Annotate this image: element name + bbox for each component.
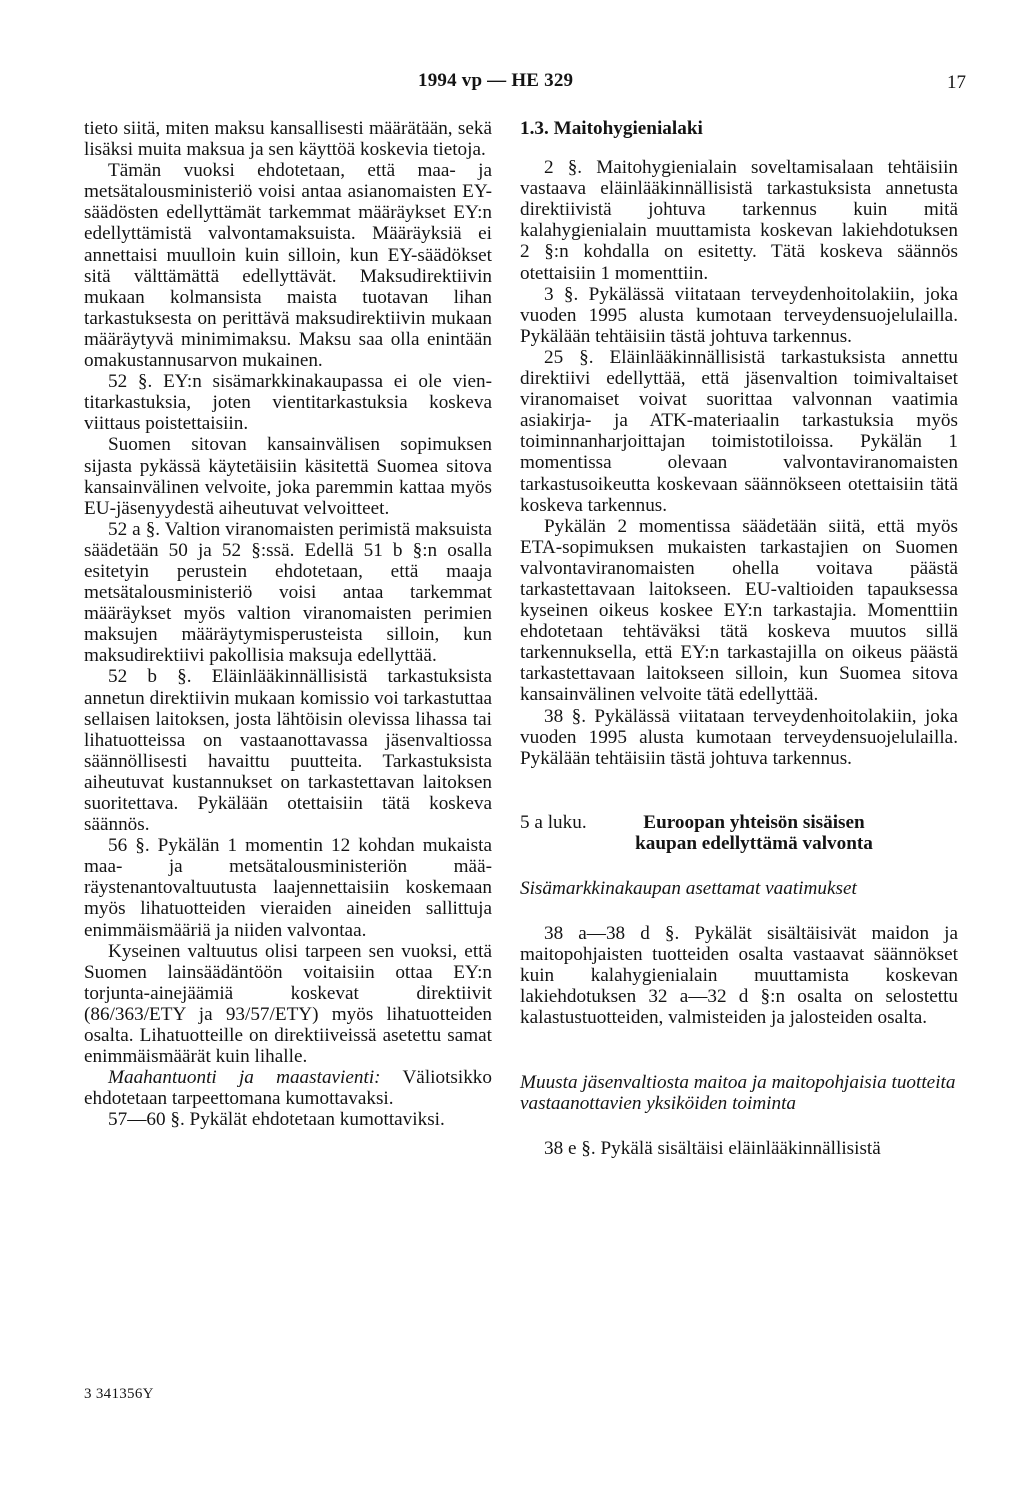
paragraph: 57—60 §. Pykälät ehdotetaan kumottaviksi. [108,1109,445,1131]
paragraph: 3 §. Pykälässä viitataan terveydenhoitolakiin, joka vuoden 1995 alusta kumotaan terveydensuojelulailla. Pykälään tehtäisiin tästä johtuva tarkennus. [520,283,958,347]
paragraph: 52 §. EY:n sisämarkkinakaupassa ei ole vientitarkastuksia, joten vientitarkastuksia koskeva viittaus poistettaisiin. [84,371,492,435]
paragraph: Pykälän 2 momentissa säädetään siitä, että myös ETA-sopimuksen mukaisten tarkastajien on Suomen valvontaviranomaisten ohella voitava päästä tarkastettavaan laitokseen. EU-valtioiden tapauksessa kyseinen oikeus koskee EY:n tarkastajia. Momenttiin ehdotetaan tehtäväksi tätä koskeva muutos sillä tarkennuksella, että EY:n tarkastajilla on oikeus päästä tarkastettavaan laitokseen silloin, kun Suomea sitova kansainvälinen velvoite tätä edellyttää. [520,515,958,706]
paragraph [84,1067,492,1109]
left-column [84,118,492,1131]
paragraph: 52 b §. Eläinlääkinnällisistä tarkastuksista annetun direktiivin mukaan komissio voi tarkastuttaa sellaisen laitoksen, josta lähtöisin olevissa lihassa tai lihatuotteissa on vastaanottavassa jäsenvaltiossa säännöllisesti havaittu puutteita. Tarkastuksista aiheutuvat kustannukset on tarkastettavan laitoksen suoritettava. Pykälään otettaisiin tätä koskeva säännös. [84,666,492,836]
chapter-heading [520,812,958,854]
paragraph: 38 §. Pykälässä viitataan terveydenhoitolakiin, joka vuoden 1995 alusta kumotaan terveydensuojelulailla. Pykälään tehtäisiin tästä johtuva tarkennus. [520,705,958,769]
print-code: 3 341356Y [84,1386,154,1402]
italic-subheading: Sisämarkkinakaupan asettamat vaatimukset [520,878,857,899]
paragraph-text: Väliotsikko ehdotetaan tarpeettomana kumottavaksi. [84,1067,492,1110]
paragraph: 52 a §. Valtion viranomaisten perimistä maksuista säädetään 50 ja 52 §:ssä. Edellä 51 b §:n osalla esitetyin perustein ehdotetaan, että maaja metsätalousministeriö voisi antaa tarkemmat määräykset myös valtion viranomaisten perimien maksujen määräytymisperusteista silloin, kun maksudirektiivi pakollisia maksuja edellyttää. [84,518,492,667]
chapter-title: Euroopan yhteisön sisäisen kaupan edellyttämä valvonta [635,811,873,854]
paragraph: 38 a—38 d §. Pykälät sisältäisivät maidon ja maitopohjaisten tuotteiden osalta vastaavat säännökset kuin kalahygienialain muuttamista koskevan lakiehdotuksen 32 a—32 d §:n osalta on selostettu kalastustuotteiden, valmisteiden ja jalosteiden osalta. [520,923,958,1029]
paragraph: tieto siitä, miten maksu kansallisesti määrätään, sekä lisäksi muita maksua ja sen käyttöä koskevia tietoja. [84,118,492,161]
chapter-number: 5 a luku. [520,811,587,833]
paragraph: 2 §. Maitohygienialain soveltamisalaan tehtäisiin vastaava eläinlääkinnällisistä tarkastuksista annetusta direktiivistä johtuva tarkennus kuin mitä kalahygienialain muuttamista koskevan lakiehdotuksen 2 §:n kohdalla on esitetty. Tätä koskeva säännös otettaisiin 1 momenttiin. [520,157,958,284]
section-heading: 1.3. Maitohygienialaki [520,118,703,139]
document-title: 1994 vp — HE 329 [418,70,574,91]
paragraph: 25 §. Eläinlääkinnällisistä tarkastuksista annettu direktiivi edellyttää, että jäsenvaltion toimivaltaiset viranomaiset voivat suorittaa valvonnan vaatimia asiakirja- ja ATK-materiaalin tarkastuksia myös toiminnanharjoittajan toimistotiloissa. Pykälän 1 momentissa olevaan valvontaviranomaisten tarkastusoikeutta koskevaan säännökseen otettaisiin tätä koskeva tarkennus. [520,346,958,516]
paragraph: Tämän vuoksi ehdotetaan, että maa- ja metsätalousministeriö voisi antaa asianomaisten EY-säädösten edellyttämät tarkemmat määräykset EY:n edellyttämistä valvontamaksuista. Määräyksiä ei annettaisi muulloin kuin silloin, kun EY-säädökset sitä välttämättä edellyttävät. Maksudirektiivin mukaan kolmansista maista tuotavan lihan tarkastuksesta on perittävä maksudirektiivin mukaan määräytyvä minimimaksu. Maksu saa olla enintään omakustannusarvon mukainen. [84,160,492,372]
italic-subheading: Muusta jäsenvaltiosta maitoa ja maitopohjaisia tuotteita vastaanottavien yksiköiden toiminta [520,1071,956,1114]
paragraph: Suomen sitovan kansainvälisen sopimuksen sijasta pykässä käytetäisiin käsitettä Suomea sitova kansainvälinen velvoite, joka paremmin kattaa myös EU-jäsenyydestä aiheutuvat velvoitteet. [84,434,492,519]
italic-subheading: Maahantuonti ja maastavienti: [108,1067,381,1089]
paragraph: Kyseinen valtuutus olisi tarpeen sen vuoksi, että Suomen lainsäädäntöön voitaisiin ottaa EY:n torjunta-ainejäämiä koskevat direktiivit (86/363/ETY ja 93/57/ETY) myös lihatuotteiden osalta. Lihatuotteille on direktiiveissä asetettu samat enimmäismäärät kuin lihalle. [84,940,492,1068]
right-column [520,118,958,1159]
paragraph: 38 e §. Pykälä sisältäisi eläinlääkinnällisistä [544,1137,881,1159]
page-number: 17 [947,72,966,93]
page-header [0,70,1024,100]
paragraph: 56 §. Pykälän 1 momentin 12 kohdan mukaista maa- ja metsätalousministeriön määräystenantovaltuutusta laajennettaisiin koskemaan myös lihatuotteiden vieraiden aineiden sallittuja enimmäismääriä ja niiden valvontaa. [84,835,492,941]
